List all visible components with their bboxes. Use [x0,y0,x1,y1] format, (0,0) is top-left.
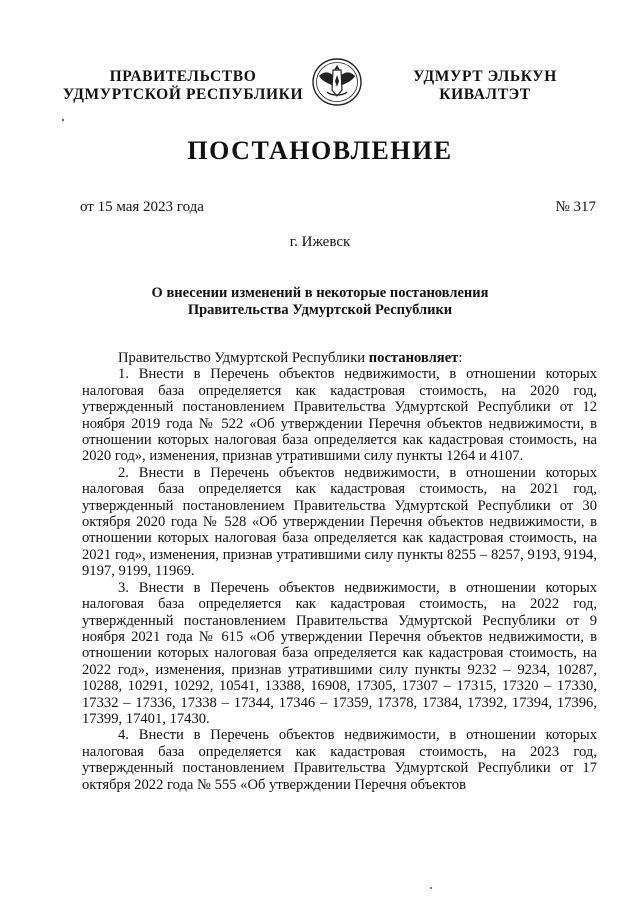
document-number: № 317 [555,199,596,215]
issuer-line-2: УДМУРТСКОЙ РЕСПУБЛИКИ [62,86,304,103]
issuer-name-udmurt [400,68,570,104]
udmurt-coat-of-arms-icon [311,56,363,106]
document-title: ПОСТАНОВЛЕНИЕ [187,136,453,165]
intro-paragraph [82,350,597,366]
scan-speck [62,119,64,121]
intro-verb: постановляет [368,350,459,366]
issuer-name-russian [58,68,308,104]
subject-line-1: О внесении изменений в некоторые постановления [151,285,489,301]
clause-1: 1. Внести в Перечень объектов недвижимости, в отношении которых налоговая база определяется как кадастровая стоимость, на 2020 год, утвержденный постановлением Правительства Удмуртской Республики от 12 ноября 2019 года № 522 «Об утверждении Перечня объектов недвижимости, в отношении которых налоговая база определяется как кадастровая стоимость, на 2020 год», изменения, признав утратившими силу пункты 1264 и 4107. [82,366,597,465]
issuer-udmurt-line-2: КИВАЛТЭТ [439,86,531,103]
issuer-udmurt-line-1: УДМУРТ ЭЛЬКУН [413,68,557,85]
intro-text: Правительство Удмуртской Республики [118,350,369,366]
clause-3: 3. Внести в Перечень объектов недвижимости, в отношении которых налоговая база определяется как кадастровая стоимость, на 2022 год, утвержденный постановлением Правительства Удмуртской Республики от 9 ноября 2021 года № 615 «Об утверждении Перечня объектов недвижимости, в отношении которых налоговая база определяется как кадастровая стоимость, на 2022 год», изменения, признав утратившими силу пункты 9232 – 9234, 10287, 10288, 10291, 10292, 10541, 13388, 16908, 17305, 17307 – 17315, 17320 – 17330, 17332 – 17336, 17338 – 17344, 17346 – 17359, 17378, 17384, 17392, 17394, 17396, 17399, 17401, 17430. [82,579,597,727]
clause-4: 4. Внести в Перечень объектов недвижимости, в отношении которых налоговая база определяется как кадастровая стоимость, на 2023 год, утвержденный постановлением Правительства Удмуртской Республики от 17 октября 2022 года № 555 «Об утверждении Перечня объектов [82,727,597,793]
document-body [82,350,597,793]
document-date: от 15 мая 2023 года [80,199,204,215]
subject-line-2: Правительства Удмуртской Республики [187,302,453,318]
issuer-line-1: ПРАВИТЕЛЬСТВО [109,68,257,85]
document-city: г. Ижевск [289,234,351,250]
document-subject [0,285,640,319]
clause-2: 2. Внести в Перечень объектов недвижимости, в отношении которых налоговая база определяется как кадастровая стоимость, на 2021 год, утвержденный постановлением Правительства Удмуртской Республики от 30 октября 2020 года № 528 «Об утверждении Перечня объектов недвижимости, в отношении которых налоговая база определяется как кадастровая стоимость, на 2021 год», изменения, признав утратившими силу пункты 8255 – 8257, 9193, 9194, 9197, 9199, 11969. [82,464,597,580]
scan-speck [430,887,432,889]
intro-colon: : [458,350,463,366]
